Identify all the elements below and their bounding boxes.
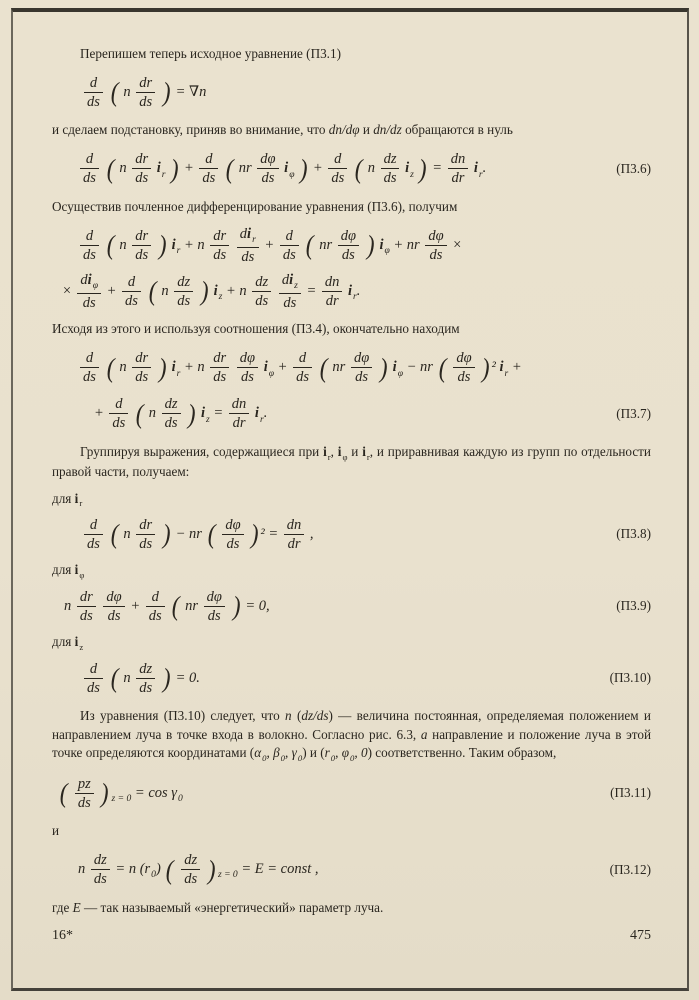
open-paren: ( — [438, 351, 447, 383]
open-paren: ( — [319, 351, 328, 383]
fraction: $\frac{d}{ds}$ — [280, 228, 299, 263]
subscript: r — [176, 367, 181, 379]
fraction: $\frac{dz}{ds}$ — [174, 274, 193, 309]
fraction: $\frac{dr}{ds}$ — [132, 350, 151, 385]
subscript: 0 — [262, 753, 267, 764]
open-paren: ( — [354, 152, 363, 184]
equation: + $\frac{d}{ds}$ ( n $\frac{dz}{ds}$ ) $i_z$ = $\frac{dn}{dr}$ $i_r$. — [94, 396, 268, 432]
close-paren: ) — [232, 590, 241, 622]
fraction: $\frac{dr}{ds}$ — [136, 75, 155, 110]
fraction: $\frac{d}{ds}$ — [293, 350, 312, 385]
fraction: $\frac{dn}{dr}$ — [284, 517, 305, 552]
fraction: $\frac{d}{ds}$ — [146, 589, 165, 624]
subscript: φ — [79, 570, 85, 581]
equation-label: для $i_r$ — [52, 490, 83, 509]
fraction: $\frac{d\varphi}{ds}$ — [103, 589, 124, 624]
vector-symbol: i — [200, 405, 206, 422]
subscript: z — [410, 168, 414, 180]
open-paren: ( — [148, 275, 157, 307]
vector-symbol: i — [362, 443, 366, 459]
vector-symbol: i — [337, 443, 342, 459]
fraction: $\frac{dr}{ds}$ — [136, 517, 155, 552]
page-footer — [52, 928, 651, 944]
fraction: $\frac{d\varphi}{ds}$ — [222, 517, 243, 552]
subscript: r — [161, 168, 166, 180]
italic-text: $\alpha_0$, $\beta_0$, $\gamma_0$ — [254, 745, 303, 764]
equation: $\frac{d}{ds}$ ( n $\frac{dr}{ds}$ ) = ∇n — [82, 75, 206, 110]
vector-symbol: i — [263, 359, 268, 376]
subscript: z — [294, 280, 298, 292]
fraction: $\frac{d\varphi}{ds}$ — [204, 589, 225, 624]
equation: ( $\frac{pz}{ds}$ ) $_{z = 0} = \cos \gamma_0$ — [59, 775, 183, 811]
fraction: $\frac{d}{ds}$ — [199, 151, 218, 186]
equation-row — [52, 149, 651, 189]
equation-number: (П3.8) — [616, 526, 651, 542]
equation: $\frac{d}{ds}$ ( n $\frac{dr}{ds}$ ) $i_r + n$ $\frac{dr}{ds}$ $\frac{d\varphi}{ds}$ $i_\varphi$ + $\frac{d}{ds}$ ( nr $\frac{d\varphi}{ds}$ ) $i_\varphi$ − nr ( $\frac{d\varphi}{ds}$ ) ² $i_r$ + — [78, 350, 522, 385]
close-paren: ) — [419, 152, 427, 184]
vector-symbol: i — [74, 490, 79, 506]
equation-number: (П3.9) — [616, 598, 651, 614]
subscript: 0 — [297, 753, 303, 764]
page-number: 475 — [630, 928, 651, 943]
vector-symbol: i — [323, 443, 327, 459]
close-paren: ) — [170, 152, 179, 184]
subscript: z — [218, 291, 223, 303]
fraction: $\frac{dn}{dr}$ — [322, 274, 343, 309]
subscript: r — [79, 498, 83, 509]
open-paren: ( — [110, 518, 119, 550]
fraction: $\frac{d\varphi}{ds}$ — [351, 350, 372, 385]
vector-symbol: i — [171, 236, 176, 253]
vector-symbol: i — [74, 562, 79, 578]
italic-text: E — [72, 899, 81, 915]
vector-symbol: i — [379, 236, 384, 253]
fraction: $\frac{d}{ds}$ — [80, 151, 99, 186]
vector-symbol: i — [156, 160, 161, 177]
equation-row — [52, 773, 651, 813]
paragraph: Исходя из этого и используя соотношения (П3.4), окончательно находим — [52, 321, 460, 337]
subscript: r — [504, 367, 509, 379]
page-content — [52, 36, 651, 930]
close-paren: ) — [187, 397, 196, 429]
vector-symbol: i — [473, 160, 478, 177]
vector-symbol: i — [499, 359, 504, 376]
italic-text: n — [285, 708, 292, 724]
fraction: $\frac{dn}{dr}$ — [448, 151, 469, 186]
vector-symbol: i — [405, 160, 410, 177]
equation-row — [52, 348, 651, 388]
equation: n $\frac{dr}{ds}$ $\frac{d\varphi}{ds}$ + $\frac{d}{ds}$ ( nr $\frac{d\varphi}{ds}$ ) = 0, — [64, 588, 270, 624]
paragraph: и сделаем подстановку, приняв во внимание, что dn/dφ и dn/dz обращаются в нуль — [52, 122, 513, 138]
fraction: $\frac{dz}{ds}$ — [91, 852, 110, 887]
subscript: z — [79, 642, 84, 653]
paragraph: Из уравнения (П3.10) следует, что n (dz/ds) — величина постоянная, определяемая положением и направлением луча в точке входа в волокно. Согласно рис. 6.3, а направление и положение луча в этой точке определяются координатами ($\alpha_0$, $\beta_0$, $\gamma_0$) и ($r_0$, $\varphi_0$, 0) соответственно. Таким образом, — [52, 708, 651, 764]
equation: × $\frac{di_\varphi}{ds}$ + $\frac{d}{ds}$ ( n $\frac{dz}{ds}$ ) $i_z + n$ $\frac{dz}{ds}$ $\frac{di_z}{ds}$ = $\frac{dn}{dr}$ $i_r$. — [62, 271, 361, 311]
fraction: $\frac{dz}{ds}$ — [252, 274, 271, 309]
fraction: $\frac{dr}{ds}$ — [132, 228, 151, 263]
subscript: 0 — [330, 753, 336, 764]
equation-row — [52, 850, 651, 890]
open-paren: ( — [110, 76, 119, 108]
fraction: $\frac{dr}{ds}$ — [132, 151, 151, 186]
fraction: $\frac{d}{ds}$ — [84, 661, 103, 696]
italic-text: dz/ds — [301, 708, 329, 724]
subscript: r — [252, 234, 256, 246]
open-paren: ( — [59, 777, 68, 809]
fraction: $\frac{dr}{ds}$ — [210, 228, 229, 263]
fraction: $\frac{d\varphi}{ds}$ — [257, 151, 278, 186]
equation: $\frac{d}{ds}$ ( n $\frac{dr}{ds}$ ) $i_r + n$ $\frac{dr}{ds}$ $\frac{di_r}{ds}$ + $\frac{d}{ds}$ ( nr $\frac{d\varphi}{ds}$ ) $i_\varphi$ + nr $\frac{d\varphi}{ds}$ × — [78, 226, 462, 265]
vector-symbol: i — [392, 359, 397, 376]
vector-symbol: i — [171, 359, 176, 376]
close-paren: ) — [481, 351, 490, 383]
paragraph: Перепишем теперь исходное уравнение (П3.1) — [80, 46, 341, 61]
close-paren: ) — [200, 275, 209, 307]
vector-symbol: i — [254, 405, 259, 422]
close-paren: ) — [207, 853, 216, 885]
fraction: $\frac{d}{ds}$ — [328, 151, 347, 186]
subscript: r — [259, 413, 264, 425]
fraction: $\frac{dr}{ds}$ — [210, 350, 229, 385]
open-paren: ( — [225, 152, 234, 184]
fraction: $\frac{dn}{dr}$ — [229, 396, 250, 431]
equation-row — [52, 271, 651, 311]
open-paren: ( — [110, 662, 119, 694]
paragraph: Группируя выражения, содержащиеся при $i_r$, $i_\varphi$ и $i_r$, и приравнивая каждую из групп по отдельности правой части, получаем: — [52, 443, 651, 480]
fraction: $\frac{dz}{ds}$ — [162, 396, 181, 431]
fraction: $\frac{dr}{ds}$ — [77, 589, 96, 624]
subscript: 0 — [350, 753, 355, 764]
fraction: $\frac{dz}{ds}$ — [181, 852, 200, 887]
fraction: $\frac{d}{ds}$ — [122, 274, 141, 309]
fraction: $\frac{d}{ds}$ — [84, 75, 103, 110]
open-paren: ( — [135, 397, 144, 429]
subscript: 0 — [151, 869, 156, 881]
equation-number: (П3.11) — [610, 785, 651, 801]
fraction: $\frac{dz}{ds}$ — [381, 151, 400, 186]
open-paren: ( — [106, 152, 115, 184]
open-paren: ( — [207, 518, 215, 550]
fraction: $\frac{dz}{ds}$ — [136, 661, 155, 696]
subscript: r — [478, 168, 483, 180]
subscript: φ — [342, 451, 348, 462]
vector-symbol: i — [289, 271, 294, 288]
close-paren: ) — [250, 518, 259, 550]
subscript: φ — [268, 367, 275, 379]
close-paren: ) — [162, 76, 171, 108]
vector-symbol: i — [87, 271, 92, 288]
subscript: z — [206, 413, 210, 425]
vector-symbol: i — [348, 282, 353, 299]
fraction: $\frac{di_r}{ds}$ — [237, 226, 259, 265]
subscript: φ — [384, 245, 390, 257]
fraction: $\frac{d\varphi}{ds}$ — [237, 350, 258, 385]
vector-symbol: i — [74, 634, 79, 650]
subscript: φ — [92, 280, 98, 292]
subscript: 0 — [280, 753, 286, 764]
equation-number: (П3.12) — [609, 861, 651, 877]
equation-number: (П3.10) — [609, 670, 651, 686]
equation-row — [52, 658, 651, 698]
equation: $\frac{d}{ds}$ ( n $\frac{dz}{ds}$ ) = 0. — [82, 661, 200, 696]
vector-symbol: i — [284, 160, 289, 177]
vector-symbol: i — [213, 282, 218, 299]
fraction: $\frac{d\varphi}{ds}$ — [453, 350, 474, 385]
equation-row — [52, 72, 651, 112]
subscript: r — [176, 245, 181, 257]
close-paren: ) — [162, 662, 171, 694]
equation-row — [52, 394, 651, 434]
fraction: $\frac{d\varphi}{ds}$ — [425, 228, 446, 263]
signature-number: 16* — [52, 928, 73, 943]
fraction: $\frac{pz}{ds}$ — [75, 776, 94, 811]
open-paren: ( — [171, 590, 180, 622]
close-paren: ) — [101, 777, 109, 809]
fraction: $\frac{d}{ds}$ — [80, 350, 99, 385]
fraction: $\frac{di_\varphi}{ds}$ — [77, 272, 101, 311]
fraction: $\frac{d}{ds}$ — [84, 517, 103, 552]
equation: n $\frac{dz}{ds}$ = n $(r_0)$ ( $\frac{dz}{ds}$ ) $_{z = 0}$ = E = const , — [78, 852, 319, 888]
equation-row — [52, 586, 651, 626]
close-paren: ) — [158, 229, 167, 261]
open-paren: ( — [106, 229, 115, 261]
open-paren: ( — [306, 229, 314, 261]
close-paren: ) — [158, 351, 167, 383]
subscript: r — [366, 451, 370, 462]
paragraph: и — [52, 823, 60, 839]
equation-row — [52, 225, 651, 265]
subscript: 0 — [177, 792, 183, 804]
equation-label: для $i_\varphi$ — [52, 562, 85, 581]
subscript: z = 0 — [111, 792, 132, 804]
fraction: $\frac{d}{ds}$ — [80, 228, 99, 263]
close-paren: ) — [162, 518, 171, 550]
equation: $\frac{d}{ds}$ ( n $\frac{dr}{ds}$ ) − nr ( $\frac{d\varphi}{ds}$ ) ² = $\frac{dn}{dr}$ , — [82, 517, 314, 552]
close-paren: ) — [366, 229, 375, 261]
subscript: r — [327, 451, 331, 462]
equation-number: (П3.7) — [616, 405, 651, 421]
equation-number: (П3.6) — [616, 160, 651, 176]
equation-label: для $i_z$ — [52, 634, 84, 653]
fraction: $\frac{d\varphi}{ds}$ — [338, 228, 359, 263]
subscript: φ — [397, 367, 403, 379]
subscript: φ — [289, 168, 295, 180]
italic-text: $r_0$, $\varphi_0$, 0 — [324, 745, 368, 764]
equation-row — [52, 514, 651, 554]
italic-text: dn/dz — [373, 122, 402, 138]
paragraph: где E — так называемый «энергетический» параметр луча. — [52, 899, 384, 915]
open-paren: ( — [106, 351, 115, 383]
fraction: $\frac{d}{ds}$ — [109, 396, 128, 431]
paragraph: Осуществив почленное дифференцирование уравнения (П3.6), получим — [52, 198, 458, 214]
italic-text: dn/dφ — [328, 122, 360, 138]
subscript: z = 0 — [217, 869, 238, 881]
subscript: r — [353, 291, 357, 303]
open-paren: ( — [166, 853, 174, 885]
italic-text: а — [420, 726, 428, 742]
equation: $\frac{d}{ds}$ ( n $\frac{dr}{ds}$ $i_r$ ) + $\frac{d}{ds}$ ( nr $\frac{d\varphi}{ds}$ $i_\varphi$ ) + $\frac{d}{ds}$ ( n $\frac{dz}{ds}$ $i_z$ ) = $\frac{dn}{dr}$ $i_r$. — [78, 151, 486, 186]
fraction: $\frac{di_z}{ds}$ — [279, 272, 301, 311]
vector-symbol: i — [247, 225, 252, 242]
close-paren: ) — [299, 152, 308, 184]
close-paren: ) — [379, 351, 388, 383]
